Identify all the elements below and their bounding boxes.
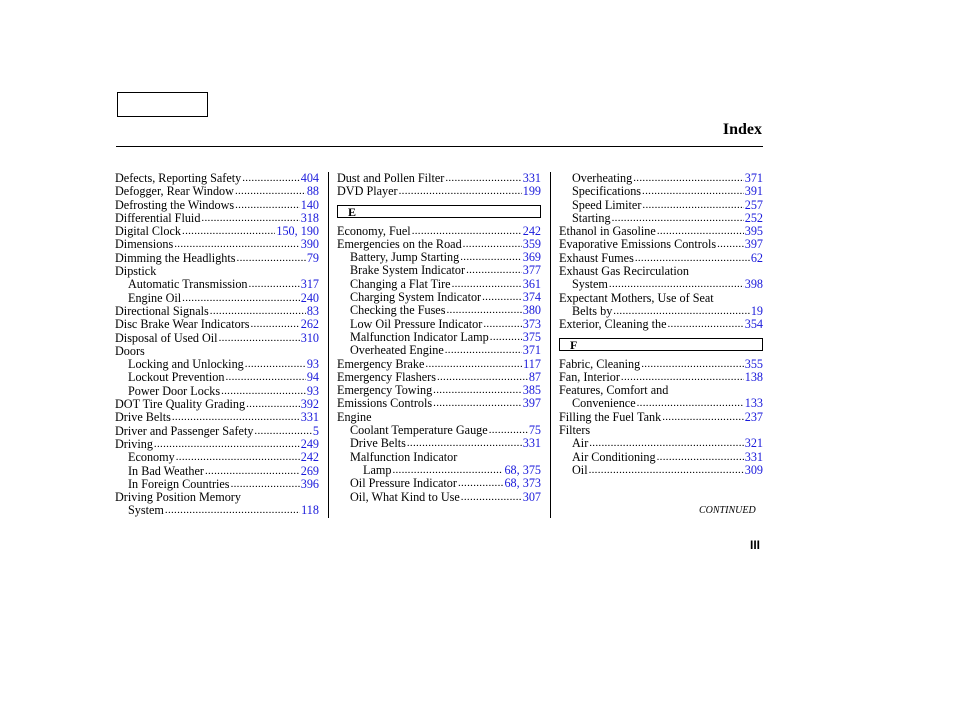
index-entry[interactable] — [559, 358, 763, 371]
index-subentry[interactable] — [559, 397, 763, 410]
dot-leader — [249, 278, 300, 291]
entry-term: Features, Comfort and — [559, 383, 669, 398]
entry-term: Emergency Flashers — [337, 369, 436, 384]
page-reference-link[interactable]: 404 — [300, 171, 319, 185]
dot-leader — [174, 238, 299, 251]
index-subentry[interactable] — [337, 318, 541, 331]
index-entry[interactable] — [337, 371, 541, 384]
page-reference-link[interactable]: 373 — [522, 316, 541, 331]
index-subentry[interactable] — [115, 371, 319, 384]
entry-term: Driving Position Memory — [115, 490, 241, 505]
page-reference-link[interactable]: 307 — [522, 489, 541, 504]
page-reference-link[interactable]: 395 — [744, 224, 763, 239]
entry-term: Coolant Temperature Gauge — [350, 423, 488, 438]
index-subentry[interactable] — [559, 185, 763, 198]
dot-leader — [437, 371, 528, 384]
page-reference-link[interactable]: 242 — [522, 223, 541, 238]
page-reference-link[interactable]: 252 — [744, 210, 763, 225]
page-reference-link[interactable]: 371 — [744, 171, 763, 185]
index-subentry[interactable] — [337, 291, 541, 304]
dot-leader — [235, 199, 300, 212]
page-reference-link[interactable]: 269 — [300, 463, 319, 478]
dot-leader — [254, 425, 311, 438]
index-entry[interactable] — [115, 212, 319, 225]
dot-leader — [612, 212, 744, 225]
page-reference-link[interactable]: 361 — [522, 276, 541, 291]
page-reference-link[interactable]: 359 — [522, 236, 541, 251]
dot-leader — [210, 305, 306, 318]
dot-leader — [246, 398, 300, 411]
page-reference-link[interactable]: 242 — [300, 450, 319, 465]
dot-leader — [237, 252, 306, 265]
entry-term: Convenience — [572, 396, 636, 411]
index-entry[interactable] — [115, 199, 319, 212]
entry-term: Drive Belts — [115, 410, 171, 425]
entry-term: Defrosting the Windows — [115, 197, 235, 212]
index-entry[interactable] — [115, 398, 319, 411]
index-subentry[interactable] — [559, 451, 763, 464]
index-entry[interactable] — [337, 238, 541, 251]
entry-term: DVD Player — [337, 184, 398, 199]
entry-term: Defects, Reporting Safety — [115, 171, 242, 185]
index-entry — [337, 411, 541, 424]
index-entry — [559, 292, 763, 305]
page-reference-link[interactable]: 377 — [522, 263, 541, 278]
dot-leader — [458, 477, 503, 490]
page-reference-link[interactable]: 133 — [744, 396, 763, 411]
entry-term: Dimming the Headlights — [115, 250, 236, 265]
page-reference-link[interactable]: 317 — [300, 277, 319, 292]
index-entry[interactable] — [115, 252, 319, 265]
index-subentry[interactable] — [559, 172, 763, 185]
entry-term: Emergency Towing — [337, 383, 433, 398]
page-reference-link[interactable]: 79 — [306, 250, 319, 265]
section-letter-header: F — [559, 338, 763, 351]
dot-leader — [245, 358, 306, 371]
page-title: Index — [722, 121, 762, 138]
page-reference-link[interactable]: 354 — [744, 317, 763, 332]
entry-term: Economy, Fuel — [337, 223, 411, 238]
page-reference-link[interactable]: 83 — [306, 303, 319, 318]
index-entry[interactable] — [337, 225, 541, 238]
index-subentry[interactable] — [115, 278, 319, 291]
page-reference-link[interactable]: 138 — [744, 369, 763, 384]
dot-leader — [172, 411, 300, 424]
dot-leader — [490, 331, 522, 344]
dot-leader — [609, 278, 744, 291]
entry-term: Exhaust Fumes — [559, 250, 634, 265]
entry-term: Dipstick — [115, 264, 157, 279]
index-entry[interactable] — [559, 318, 763, 331]
index-entry[interactable] — [337, 384, 541, 397]
page-reference-link[interactable]: 257 — [744, 197, 763, 212]
entry-term: System — [572, 277, 608, 292]
entry-term: Dust and Pollen Filter — [337, 171, 445, 185]
entry-term: Disc Brake Wear Indicators — [115, 317, 250, 332]
dot-leader — [633, 172, 743, 185]
entry-term: Locking and Unlocking — [128, 357, 244, 372]
index-entry — [115, 491, 319, 504]
dot-leader — [452, 278, 522, 291]
index-subentry[interactable] — [559, 464, 763, 477]
dot-leader — [433, 397, 522, 410]
dot-leader — [657, 225, 744, 238]
dot-leader — [182, 292, 300, 305]
index-entry[interactable] — [559, 371, 763, 384]
index-entry[interactable] — [115, 411, 319, 424]
entry-term: Exterior, Cleaning the — [559, 317, 667, 332]
index-subentry[interactable] — [115, 358, 319, 371]
index-subentry[interactable] — [559, 278, 763, 291]
entry-term: Belts by — [572, 303, 613, 318]
index-subentry[interactable] — [559, 437, 763, 450]
dot-leader — [589, 437, 743, 450]
entry-term: Differential Fluid — [115, 210, 201, 225]
index-entry[interactable] — [115, 238, 319, 251]
dot-leader — [657, 451, 744, 464]
dot-leader — [637, 397, 744, 410]
entry-term: Malfunction Indicator — [350, 449, 458, 464]
page-reference-link[interactable]: 369 — [522, 250, 541, 265]
dot-leader — [407, 437, 522, 450]
page-reference-link[interactable]: 309 — [744, 462, 763, 477]
page-reference-link[interactable]: 140 — [300, 197, 319, 212]
continued-label: CONTINUED — [699, 505, 756, 516]
entry-term: Engine Oil — [128, 290, 182, 305]
entry-term: In Foreign Countries — [128, 476, 230, 491]
index-entry[interactable] — [115, 225, 319, 238]
dot-leader — [425, 358, 522, 371]
page-reference-link[interactable]: 331 — [522, 171, 541, 185]
entry-term: Expectant Mothers, Use of Seat — [559, 290, 714, 305]
entry-term: Driver and Passenger Safety — [115, 423, 254, 438]
dot-leader — [461, 491, 522, 504]
entry-term: In Bad Weather — [128, 463, 204, 478]
dot-leader — [225, 371, 305, 384]
entry-term: Evaporative Emissions Controls — [559, 237, 717, 252]
entry-term: Speed Limiter — [572, 197, 642, 212]
entry-term: Oil, What Kind to Use — [350, 489, 460, 504]
dot-leader — [460, 251, 521, 264]
entry-term: Filters — [559, 423, 591, 438]
entry-term: Ethanol in Gasoline — [559, 224, 656, 239]
index-entry[interactable] — [115, 332, 319, 345]
entry-term: Checking the Fuses — [350, 303, 446, 318]
entry-term: Economy — [128, 450, 175, 465]
dot-leader — [176, 451, 300, 464]
dot-leader — [251, 318, 300, 331]
dot-leader — [221, 385, 306, 398]
entry-term: Emissions Controls — [337, 396, 433, 411]
page-reference-link[interactable]: 331 — [522, 436, 541, 451]
entry-term: Directional Signals — [115, 303, 209, 318]
page-reference-link[interactable]: 331 — [744, 449, 763, 464]
entry-term: Exhaust Gas Recirculation — [559, 264, 689, 279]
entry-term: Emergency Brake — [337, 356, 425, 371]
dot-leader — [642, 185, 744, 198]
dot-leader — [717, 238, 744, 251]
entry-term: Disposal of Used Oil — [115, 330, 218, 345]
index-entry[interactable] — [559, 225, 763, 238]
index-subentry[interactable] — [115, 292, 319, 305]
index-entry[interactable] — [115, 318, 319, 331]
page-reference-link[interactable]: 355 — [744, 356, 763, 371]
entry-term: Drive Belts — [350, 436, 406, 451]
index-entry[interactable] — [337, 397, 541, 410]
index-column-1 — [115, 172, 319, 518]
page-reference-link[interactable]: 150, 190 — [276, 224, 319, 239]
column-divider — [550, 172, 551, 518]
page-reference-link[interactable]: 374 — [522, 290, 541, 305]
page-reference-link[interactable]: 321 — [744, 436, 763, 451]
page-reference-link[interactable]: 262 — [300, 317, 319, 332]
page-reference-link[interactable]: 62 — [750, 250, 763, 265]
entry-term: System — [128, 503, 164, 518]
dot-leader — [463, 238, 522, 251]
index-subentry[interactable] — [337, 264, 541, 277]
page-reference-link[interactable]: 396 — [300, 476, 319, 491]
dot-leader — [635, 252, 750, 265]
dot-leader — [205, 465, 300, 478]
entry-term: Power Door Locks — [128, 383, 221, 398]
page-reference-link[interactable]: 380 — [522, 303, 541, 318]
index-subentry[interactable] — [337, 464, 541, 477]
index-subentry[interactable] — [337, 424, 541, 437]
dot-leader — [621, 371, 744, 384]
entry-term: Low Oil Pressure Indicator — [350, 316, 483, 331]
entry-term: Fan, Interior — [559, 369, 620, 384]
page-reference-link[interactable]: 375 — [522, 329, 541, 344]
entry-term: Lamp — [363, 462, 392, 477]
dot-leader — [412, 225, 522, 238]
dot-leader — [182, 225, 275, 238]
page-reference-link[interactable]: 93 — [306, 357, 319, 372]
dot-leader — [165, 504, 300, 517]
index-entry[interactable] — [115, 438, 319, 451]
dot-leader — [667, 318, 743, 331]
entry-term: Digital Clock — [115, 224, 182, 239]
entry-term: Brake System Indicator — [350, 263, 466, 278]
dot-leader — [445, 344, 522, 357]
index-entry — [559, 265, 763, 278]
index-entry[interactable] — [337, 172, 541, 185]
index-entry[interactable] — [559, 238, 763, 251]
index-entry — [559, 424, 763, 437]
entry-term: Starting — [572, 210, 611, 225]
entry-term: Air Conditioning — [572, 449, 656, 464]
page-reference-link[interactable]: 391 — [744, 184, 763, 199]
index-entry[interactable] — [115, 305, 319, 318]
dot-leader — [613, 305, 750, 318]
dot-leader — [483, 318, 521, 331]
dot-leader — [231, 478, 300, 491]
page-reference-link[interactable]: 392 — [300, 397, 319, 412]
page-reference-link[interactable]: 390 — [300, 237, 319, 252]
dot-leader — [201, 212, 299, 225]
entry-term: Automatic Transmission — [128, 277, 248, 292]
index-subentry[interactable] — [115, 385, 319, 398]
index-subentry[interactable] — [115, 451, 319, 464]
index-subentry — [337, 451, 541, 464]
entry-term: Lockout Prevention — [128, 370, 225, 385]
entry-term: Overheated Engine — [350, 343, 444, 358]
dot-leader — [482, 291, 522, 304]
page-reference-link[interactable]: 240 — [300, 290, 319, 305]
entry-term: Fabric, Cleaning — [559, 356, 641, 371]
index-subentry[interactable] — [337, 491, 541, 504]
index-subentry[interactable] — [337, 477, 541, 490]
column-divider — [328, 172, 329, 518]
dot-leader — [662, 411, 744, 424]
index-entry[interactable] — [337, 185, 541, 198]
index-subentry[interactable] — [115, 478, 319, 491]
entry-term: Malfunction Indicator Lamp — [350, 329, 489, 344]
dot-leader — [399, 185, 522, 198]
page-reference-link[interactable]: 249 — [300, 436, 319, 451]
page-reference-link[interactable]: 371 — [522, 343, 541, 358]
page-reference-link[interactable]: 398 — [744, 277, 763, 292]
index-subentry[interactable] — [337, 331, 541, 344]
section-letter-header: E — [337, 205, 541, 218]
entry-term: Doors — [115, 343, 145, 358]
header-rule — [116, 146, 763, 147]
index-subentry[interactable] — [115, 504, 319, 517]
page-reference-link[interactable]: 237 — [744, 409, 763, 424]
index-entry[interactable] — [115, 172, 319, 185]
index-subentry[interactable] — [115, 465, 319, 478]
entry-term: Filling the Fuel Tank — [559, 409, 662, 424]
entry-term: Defogger, Rear Window — [115, 184, 234, 199]
index-entry — [115, 345, 319, 358]
index-column-2 — [337, 172, 541, 504]
index-column-3 — [559, 172, 763, 477]
index-subentry[interactable] — [559, 305, 763, 318]
index-entry[interactable] — [559, 252, 763, 265]
entry-term: Overheating — [572, 171, 633, 185]
entry-term: Air — [572, 436, 589, 451]
dot-leader — [154, 438, 300, 451]
page-reference-link[interactable]: 385 — [522, 383, 541, 398]
dot-leader — [642, 199, 743, 212]
entry-term: Specifications — [572, 184, 642, 199]
index-entry[interactable] — [115, 425, 319, 438]
dot-leader — [589, 464, 744, 477]
page-reference-link[interactable]: 68, 373 — [504, 476, 541, 491]
dot-leader — [235, 185, 306, 198]
index-subentry[interactable] — [337, 344, 541, 357]
page-reference-link[interactable]: 199 — [522, 184, 541, 199]
page-reference-link[interactable]: 117 — [523, 356, 541, 371]
page-reference-link[interactable]: 397 — [744, 237, 763, 252]
index-entry[interactable] — [559, 411, 763, 424]
dot-leader — [392, 464, 503, 477]
dot-leader — [446, 304, 521, 317]
entry-term: Oil — [572, 462, 588, 477]
index-subentry[interactable] — [337, 278, 541, 291]
dot-leader — [466, 264, 522, 277]
index-entry[interactable] — [337, 358, 541, 371]
entry-term: Battery, Jump Starting — [350, 250, 460, 265]
index-subentry[interactable] — [337, 251, 541, 264]
dot-leader — [219, 332, 300, 345]
page-reference-link[interactable]: 310 — [300, 330, 319, 345]
entry-term: Emergencies on the Road — [337, 236, 462, 251]
entry-term: Dimensions — [115, 237, 174, 252]
index-entry[interactable] — [115, 185, 319, 198]
index-subentry[interactable] — [559, 199, 763, 212]
dot-leader — [242, 172, 299, 185]
entry-term: Driving — [115, 436, 153, 451]
page-reference-link[interactable]: 118 — [301, 503, 319, 518]
entry-term: Charging System Indicator — [350, 290, 482, 305]
dot-leader — [433, 384, 522, 397]
page-reference-link[interactable]: 75 — [528, 423, 541, 438]
entry-term: Engine — [337, 409, 372, 424]
index-subentry[interactable] — [337, 437, 541, 450]
page-reference-link[interactable]: 19 — [750, 303, 763, 318]
index-entry — [559, 384, 763, 397]
page-reference-link[interactable]: 397 — [522, 396, 541, 411]
page-reference-link[interactable]: 331 — [300, 410, 319, 425]
page-number: III — [750, 538, 761, 552]
page-reference-link[interactable]: 88 — [306, 184, 319, 199]
page-reference-link[interactable]: 94 — [306, 370, 319, 385]
index-entry — [115, 265, 319, 278]
entry-term: DOT Tire Quality Grading — [115, 397, 246, 412]
entry-term: Oil Pressure Indicator — [350, 476, 457, 491]
dot-leader — [489, 424, 528, 437]
index-subentry[interactable] — [559, 212, 763, 225]
dot-leader — [641, 358, 743, 371]
page-reference-link[interactable]: 5 — [312, 423, 319, 438]
index-subentry[interactable] — [337, 304, 541, 317]
page-reference-link[interactable]: 318 — [300, 210, 319, 225]
page-reference-link[interactable]: 93 — [306, 383, 319, 398]
section-tab-box — [117, 92, 208, 117]
entry-term: Changing a Flat Tire — [350, 276, 451, 291]
page-reference-link[interactable]: 87 — [528, 369, 541, 384]
page-reference-link[interactable]: 68, 375 — [504, 462, 541, 477]
dot-leader — [445, 172, 521, 185]
